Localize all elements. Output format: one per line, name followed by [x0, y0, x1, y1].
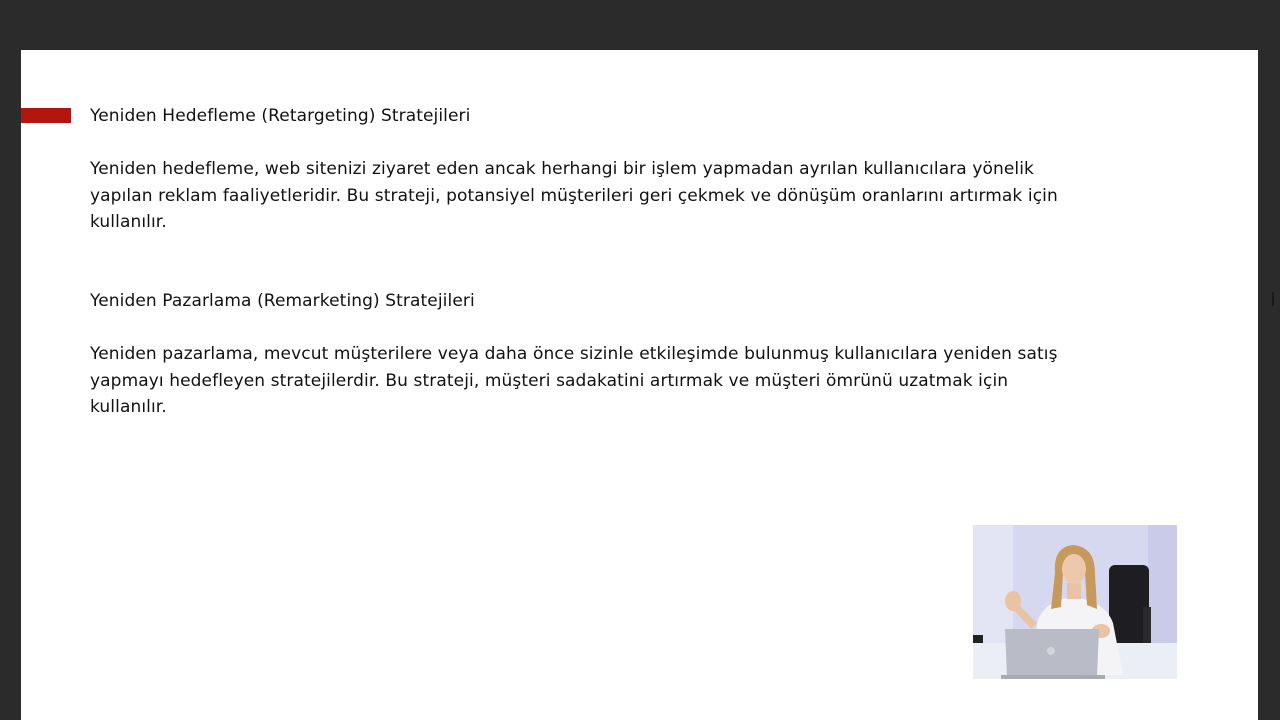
section-retargeting — [90, 104, 1070, 236]
edge-marker — [1272, 292, 1274, 306]
section-body: Yeniden pazarlama, mevcut müşterilere veya daha önce sizinle etkileşimde bulunmuş kullanıcılara yeniden satış yapmayı hedefleyen stratejilerdir. Bu strateji, müşteri sadakatini artırmak ve müşteri ömrünü uzatmak için kullanılır. — [90, 344, 1058, 417]
section-heading: Yeniden Hedefleme (Retargeting) Stratejileri — [90, 106, 471, 126]
presenter-video-icon — [973, 525, 1177, 679]
presentation-slide — [21, 50, 1258, 720]
presenter-webcam — [973, 525, 1177, 679]
section-remarketing — [90, 289, 1070, 421]
accent-bar — [21, 108, 71, 123]
section-body: Yeniden hedefleme, web sitenizi ziyaret eden ancak herhangi bir işlem yapmadan ayrılan kullanıcılara yönelik yapılan reklam faaliyetleridir. Bu strateji, potansiyel müşterileri geri çekmek ve dönüşüm oranlarını artırmak için kullanılır. — [90, 159, 1058, 232]
section-heading: Yeniden Pazarlama (Remarketing) Stratejileri — [90, 291, 475, 311]
